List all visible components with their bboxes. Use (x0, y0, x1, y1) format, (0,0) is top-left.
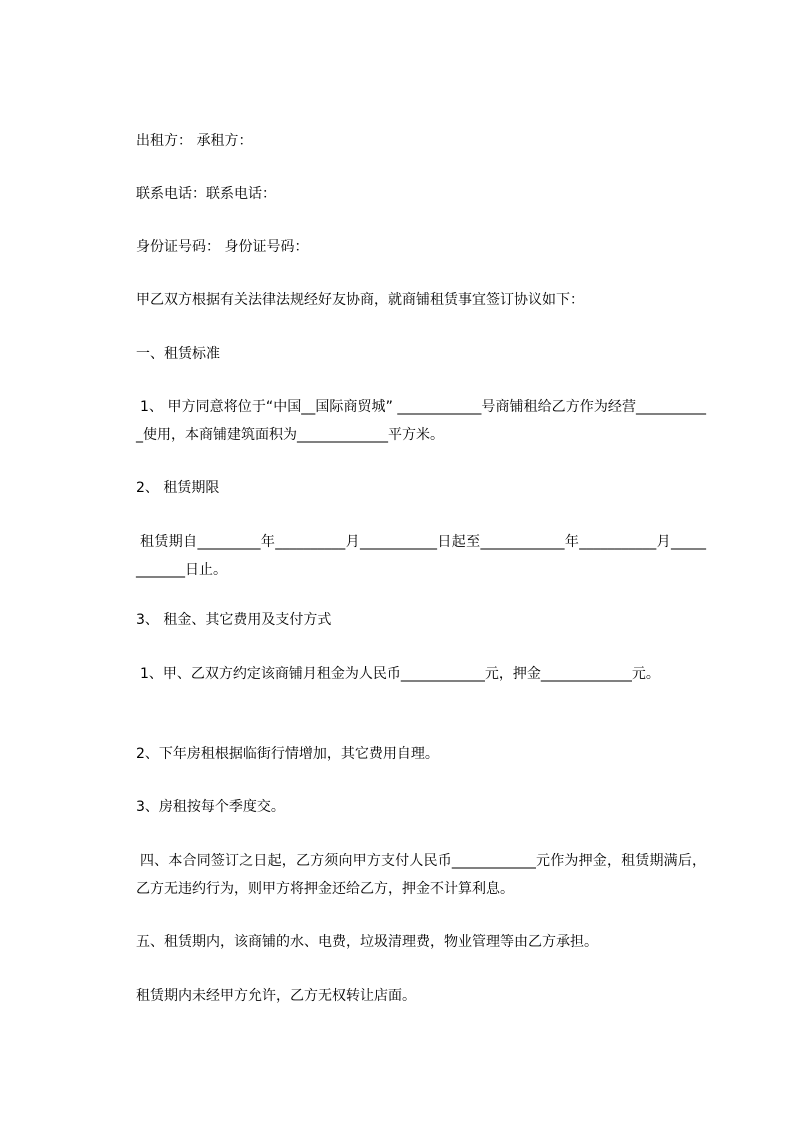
id-number-line: 身份证号码： 身份证号码： (136, 239, 309, 255)
rent-item-3: 3、房租按每个季度交。 (136, 799, 285, 815)
rent-item-2: 2、下年房租根据临街行情增加，其它费用自理。 (136, 746, 439, 762)
clause-2-title: 2、 租赁期限 (136, 480, 220, 496)
clause-3-title: 3、 租金、其它费用及支付方式 (136, 612, 332, 628)
lessor-lessee-line: 出租方： 承租方： (136, 133, 253, 149)
section-one-title: 一、租赁标准 (136, 346, 220, 362)
transfer-clause: 租赁期内未经甲方允许，乙方无权转让店面。 (136, 988, 416, 1004)
section-four-deposit: 四、本合同签订之日起，乙方须向甲方支付人民币____________元作为押金，租赁期满后，乙方无违约行为，则甲方将押金还给乙方，押金不计算利息。 (136, 853, 706, 897)
rent-item-1: 1、甲、乙双方约定该商铺月租金为人民币____________元，押金_____________元。 (140, 666, 660, 682)
clause-1-location: 1、 甲方同意将位于“中国__国际商贸城” ____________号商铺租给乙方作为经营___________使用，本商铺建筑面积为_____________平方米。 (136, 399, 706, 443)
clause-2-lease-term: 租赁期自_________年__________月___________日起至____________年___________月____________日止。 (136, 534, 706, 578)
phone-line: 联系电话：联系电话： (136, 186, 276, 202)
intro-paragraph: 甲乙双方根据有关法律法规经好友协商，就商铺租赁事宜签订协议如下： (136, 292, 584, 308)
section-five-utilities: 五、租赁期内，该商铺的水、电费，垃圾清理费，物业管理等由乙方承担。 (136, 934, 598, 950)
